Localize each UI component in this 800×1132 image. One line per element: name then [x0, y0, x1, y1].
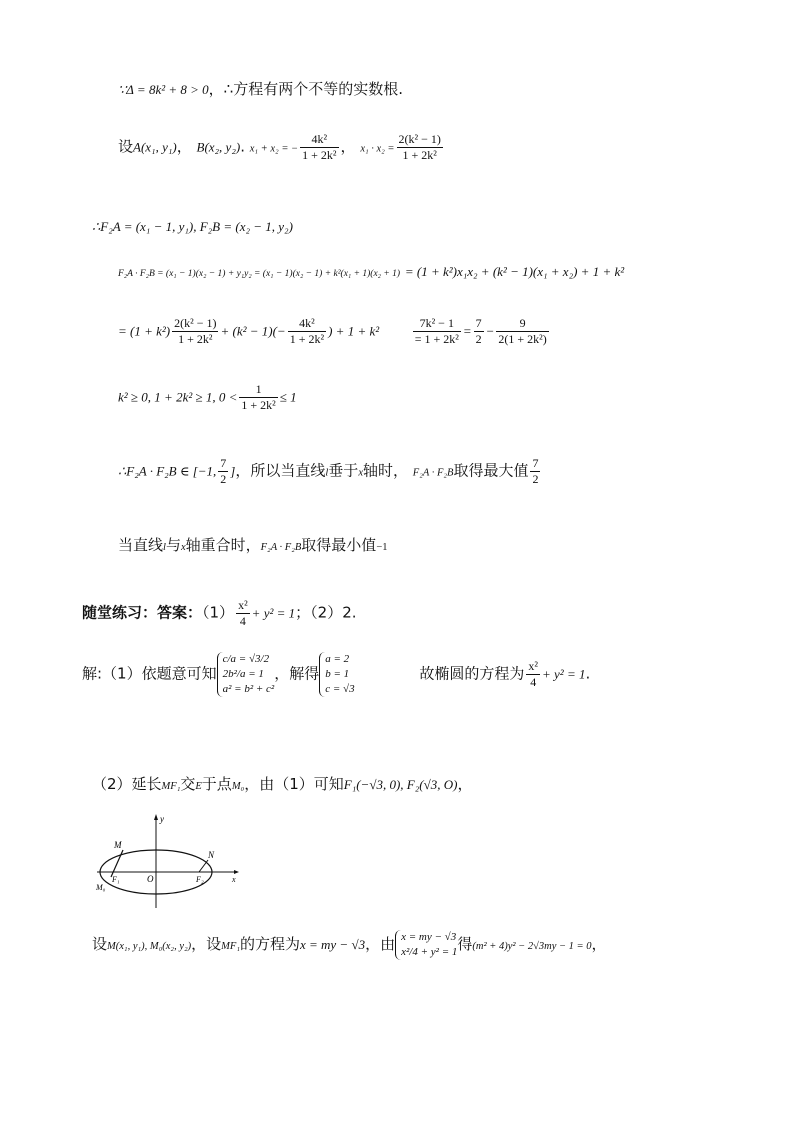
sum-lhs: x₁ + x₂ = − [249, 143, 299, 155]
point-b: B(x₂, y₂) [196, 139, 241, 155]
label-f2: F₂ [196, 875, 204, 884]
label-o: O [147, 874, 154, 884]
line-substitution: = (1 + k²) $\frac{\text{2(k² − 1)}}{\text{1 + 2k²}}$ + (k² − 1)(− $\frac{\text{4k²}}{\text{1 + 2k²}}$ ) + 1 + k² $\frac{\text{7k² − 1}}{\text{= 1 + 2k²}}$ = $\frac{7}{2}$ − $\frac{9}{\text{2(1 + 2k²)}}$ [118, 316, 547, 346]
ellipse-figure [92, 812, 242, 912]
line-vieta: 设A(x₁, y₁)， B(x₂, y₂). x₁ + x₂ = − $\frac{\text{4k²}}{\text{1 + 2k²}}$ ， x₁ · x₂ = $\frac{\text{2(k² − 1)}}{\text{1 + 2k²}}$ [118, 132, 441, 162]
line-max: ∴F₂A · F₂B ∈ [−1, $\frac{7}{2}$ ]，所以当直线l垂于x轴时， F₂A · F₂B取得最大值 $\frac{7}{2}$ [118, 456, 539, 486]
line-vectors [92, 217, 293, 236]
point-a: A(x₁, y₁) [133, 139, 177, 155]
prod-lhs: x₁ · x₂ = [360, 143, 395, 155]
label-f1: F₁ [112, 875, 120, 884]
line-delta: ∵Δ = 8k² + 8 > 0，∴方程有两个不等的实数根. [118, 80, 403, 98]
system-given: c/a = √3/2 2b²/a = 1 a² = b² + c² [217, 652, 275, 697]
exercise-label: 随堂练习：答案： [82, 603, 203, 622]
system-line-ellipse: x = my − √3 x²/4 + y² = 1 [395, 930, 457, 960]
label-m0: M₀ [96, 883, 106, 892]
segment-m-m0 [111, 850, 123, 877]
line-dot-product [118, 262, 624, 281]
line-min: 当直线l与x轴重合时，F₂A · F₂B取得最小值−1 [118, 536, 388, 554]
dot-product-right: = (1 + k²)x₁x₂ + (k² − 1)(x₁ + x₂) + 1 + k² [404, 264, 625, 279]
line-range: k² ≥ 0, 1 + 2k² ≥ 1, 0 < $\frac{1}{\text{1 + 2k²}}$ ≤ 1 [118, 382, 297, 412]
y-axis-arrow [154, 814, 158, 820]
label-n: N [208, 850, 215, 860]
line-solution-3: 设M(x₁, y₁), M₀(x₂, y₂)，设MF₁的方程为x = my − √3，由 x = my − √3 x²/4 + y² = 1 得(m² + 4)y² − 2√3my − 1 = 0， [92, 931, 607, 958]
line-exercise-answer: 随堂练习：答案：（1） $\frac{\text{x²}}{4}$ + y² = 1；（2）2. [82, 598, 357, 628]
label-x: x [232, 875, 236, 884]
sum-fraction: $\frac{\text{4k²}}{\text{1 + 2k²}}$ [302, 132, 337, 162]
dot-product-left: F₂A · F₂B = (x₁ − 1)(x₂ − 1) + y₁y₂ = (x₁ − 1)(x₂ − 1) + k²(x₁ + 1)(x₂ + 1) [118, 269, 401, 279]
line-solution-1: 解:（1）依题意可知 c/a = √3/2 2b²/a = 1 a² = b² + c² ，解得 a = 2 b = 1 c = √3 故椭圆的方程为 $\frac{\text{x²}}{4}$ + y² = 1. [82, 653, 591, 695]
x-axis-arrow [234, 870, 239, 874]
label-m: M [114, 840, 122, 850]
two-roots-text: ∴方程有两个不等的实数根. [223, 80, 403, 98]
prod-fraction: $\frac{\text{2(k² − 1)}}{\text{1 + 2k²}}$ [398, 132, 441, 162]
line-solution-2: （2）延长MF₁交E于点M₀，由（1）可知F₁(−√3, 0), F₂(√3, O)， [92, 775, 473, 793]
delta-expression: ∵Δ = 8k² + 8 > 0 [118, 82, 209, 97]
segment-f2-n [199, 860, 208, 872]
system-solved: a = 2 b = 1 c = √3 [319, 652, 354, 697]
label-y: y [160, 814, 164, 824]
vector-definitions: ∴F₂A = (x₁ − 1, y₁), F₂B = (x₂ − 1, y₂) [92, 219, 293, 234]
